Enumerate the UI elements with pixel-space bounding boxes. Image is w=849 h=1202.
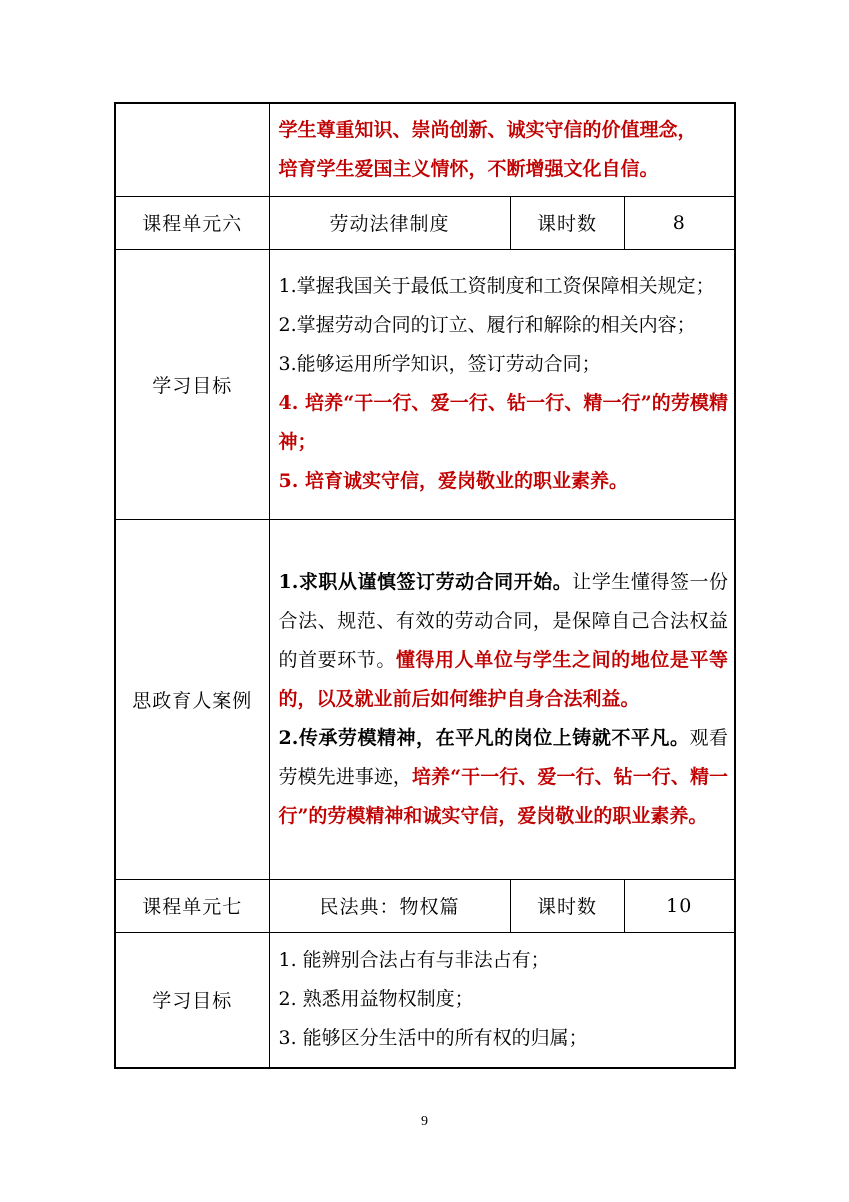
continued-line-2: 培育学生爱国主义情怀，不断增强文化自信。 <box>278 157 659 180</box>
page-number: 9 <box>421 1114 428 1129</box>
unit7-goals-row <box>115 932 735 1068</box>
unit7-goals-label: 学习目标 <box>115 932 269 1068</box>
case2-text: 观看劳模先进事迹， <box>278 726 729 788</box>
unit6-goal-3: 3.能够运用所学知识，签订劳动合同； <box>278 353 601 375</box>
case1-text: 让学生懂得签一份合法、规范、有效的劳动合同，是保障自己合法权益的首要环节。 <box>278 570 729 671</box>
unit6-goals-cell <box>269 249 735 519</box>
continued-text-cell <box>269 103 735 196</box>
unit6-goal-5: 5. 培育诚实守信，爱岗敬业的职业素养。 <box>278 470 628 492</box>
unit6-case-cell <box>269 519 735 879</box>
case2-red-text: 培养“干一行、爱一行、钻一行、精一行”的劳模精神和诚实守信，爱岗敬业的职业素养。 <box>278 765 729 827</box>
case1-title: 1.求职从谨慎签订劳动合同开始。 <box>278 570 573 593</box>
unit7-header-row <box>115 879 735 932</box>
continued-line-1: 学生尊重知识、崇尚创新、诚实守信的价值理念， <box>278 118 697 141</box>
continued-row <box>115 103 735 196</box>
unit7-goals-cell <box>269 932 735 1068</box>
unit7-label: 课程单元七 <box>115 879 269 932</box>
unit6-header-row <box>115 196 735 249</box>
unit6-goal-1: 1.掌握我国关于最低工资制度和工资保障相关规定； <box>278 275 715 297</box>
unit6-hours-label: 课时数 <box>510 196 624 249</box>
unit6-goals-row <box>115 249 735 519</box>
unit7-name: 民法典：物权篇 <box>269 879 510 932</box>
unit7-goal-1: 1. 能辨别合法占有与非法占有； <box>278 949 550 972</box>
unit6-goal-4: 4. 培养“干一行、爱一行、钻一行、精一行”的劳模精神； <box>278 392 729 453</box>
unit7-goal-2: 2. 熟悉用益物权制度； <box>278 988 474 1011</box>
case1-paragraph <box>279 563 729 719</box>
unit7-goal-3: 3. 能够区分生活中的所有权的归属； <box>278 1027 588 1050</box>
case1-red-text: 懂得用人单位与学生之间的地位是平等的，以及就业前后如何维护自身合法利益。 <box>278 648 729 710</box>
case2-paragraph <box>279 719 729 836</box>
unit7-hours-value: 10 <box>624 879 735 932</box>
course-table <box>114 102 736 1069</box>
unit6-label: 课程单元六 <box>115 196 269 249</box>
unit6-goals-label: 学习目标 <box>115 249 269 519</box>
unit6-hours-value: 8 <box>624 196 735 249</box>
unit6-case-row <box>115 519 735 879</box>
unit6-name: 劳动法律制度 <box>269 196 510 249</box>
case2-title: 2.传承劳模精神，在平凡的岗位上铸就不平凡。 <box>278 726 690 749</box>
unit6-goal-2: 2.掌握劳动合同的订立、履行和解除的相关内容； <box>278 314 696 336</box>
unit7-hours-label: 课时数 <box>510 879 624 932</box>
unit6-case-label: 思政育人案例 <box>115 519 269 879</box>
empty-label-cell <box>115 103 269 196</box>
